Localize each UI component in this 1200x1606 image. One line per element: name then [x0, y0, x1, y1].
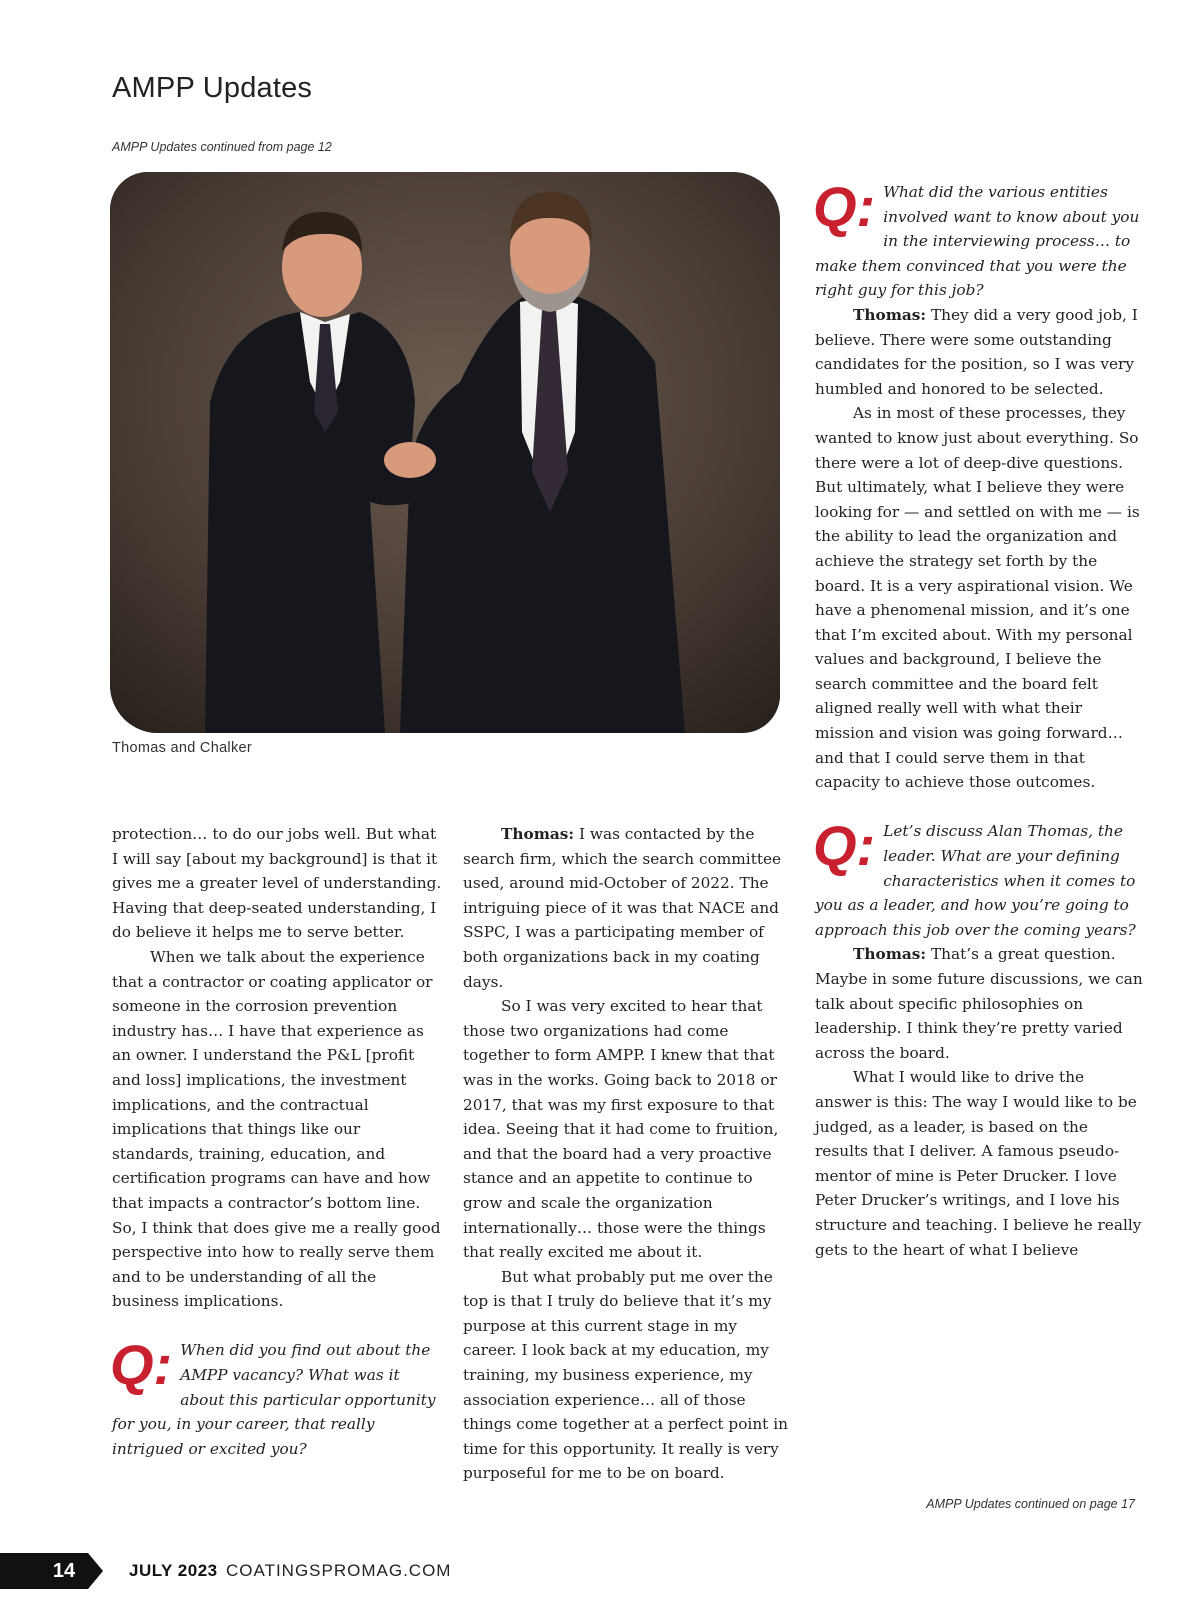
handshake-illustration [110, 172, 780, 733]
paragraph: But what probably put me over the top is that I truly do believe that it’s my purpose at this current stage in my career. I look back at my education, my training, my business experience, my association experience… all of those things come together at a perfect point in time for this opportunity. It really is very purposeful for me to be on board. [463, 1267, 788, 1483]
question-2 [813, 175, 1145, 303]
answer-text: They did a very good job, I believe. There were some outstanding candidates for the position, so I was very humbled and honored to be selected. [815, 305, 1138, 398]
question-3 [813, 814, 1145, 942]
photo-caption: Thomas and Chalker [112, 740, 252, 756]
paragraph: protection… to do our jobs well. But what I will say [about my background] is that it gives me a greater level of understanding. Having that deep-seated understanding, I do believe it helps me to serve better. [112, 825, 442, 942]
answer-text: That’s a great question. Maybe in some future discussions, we can talk about specific philosophies on leadership. I think they’re pretty varied across the board. [815, 945, 1143, 1062]
speaker-label: Thomas: [853, 305, 927, 324]
answer-text: I was contacted by the search firm, which the search committee used, around mid-October of 2022. The intriguing piece of it was that NACE and SSPC, I was a participating member of both organizations back in my coating days. [463, 825, 782, 991]
question-2-text: What did the various entities involved want to know about you in the interviewing process… to make them convinced that you were the right guy for this job? [815, 183, 1140, 300]
page-number: 14 [52, 1560, 76, 1582]
article-column-1 [112, 822, 442, 1461]
question-marker: Q: [813, 814, 876, 878]
paragraph: When we talk about the experience that a contractor or coating applicator or someone in the corrosion prevention industry has… I have that experience as an owner. I understand the P&L [profit and loss] implications, the investment implications, and the contractual implications that things like our standards, training, education, and certification programs can have and how that impacts a contractor’s bottom line. So, I think that does give me a really good perspective into how to really serve them and to be understanding of all the business implications. [112, 947, 441, 1311]
paragraph: As in most of these processes, they wanted to know just about everything. So there were a lot of deep-dive questions. But ultimately, what I believe they were looking for — and settled on with me — is the ability to lead the organization and achieve the strategy set forth by the board. It is a very aspirational vision. We have a phenomenal mission, and it’s one that I’m excited about. With my personal values and background, I believe the search committee and the board felt aligned really well with what their mission and vision was going forward… and that I could serve them in that capacity to achieve those outcomes. [815, 404, 1140, 792]
article-column-3 [813, 175, 1145, 1262]
question-1-text: When did you find out about the AMPP vacancy? What was it about this particular opportunity for you, in your career, that really intrigued or excited you? [112, 1341, 436, 1458]
section-title: AMPP Updates [112, 72, 313, 104]
speaker-label: Thomas: [501, 825, 575, 843]
continued-from-note: AMPP Updates continued from page 12 [112, 140, 332, 154]
continued-on-note: AMPP Updates continued on page 17 [926, 1497, 1135, 1511]
question-marker: Q: [110, 1333, 173, 1397]
speaker-label: Thomas: [853, 945, 927, 964]
footer-issue-date: JULY 2023 [129, 1561, 218, 1580]
question-3-text: Let’s discuss Alan Thomas, the leader. What are your defining characteristics when it comes to you as a leader, and how you’re going to approach this job over the coming years? [815, 822, 1136, 939]
footer-website: COATINGSPROMAG.COM [226, 1561, 452, 1580]
paragraph [815, 303, 1145, 401]
paragraph [815, 942, 1145, 1065]
paragraph: So I was very excited to hear that those two organizations had come together to form AMPP. I knew that that was in the works. Going back to 2018 or 2017, that was my first exposure to that idea. Seeing that it had come to fruition, and that the board had a very proactive stance and an appetite to continue to grow and scale the organization internationally… those were the things that really excited me about it. [463, 997, 779, 1262]
paragraph [463, 822, 791, 994]
question-marker: Q: [813, 175, 876, 238]
paragraph: What I would like to drive the answer is this: The way I would like to be judged, as a leader, is based on the results that I deliver. A famous pseudo-mentor of mine is Peter Drucker. I love Peter Drucker’s writings, and I love his structure and teaching. I believe he really gets to the heart of what I believe [815, 1068, 1142, 1259]
article-column-2 [463, 822, 791, 1486]
handshake-photo [110, 172, 780, 733]
question-1 [110, 1333, 442, 1461]
